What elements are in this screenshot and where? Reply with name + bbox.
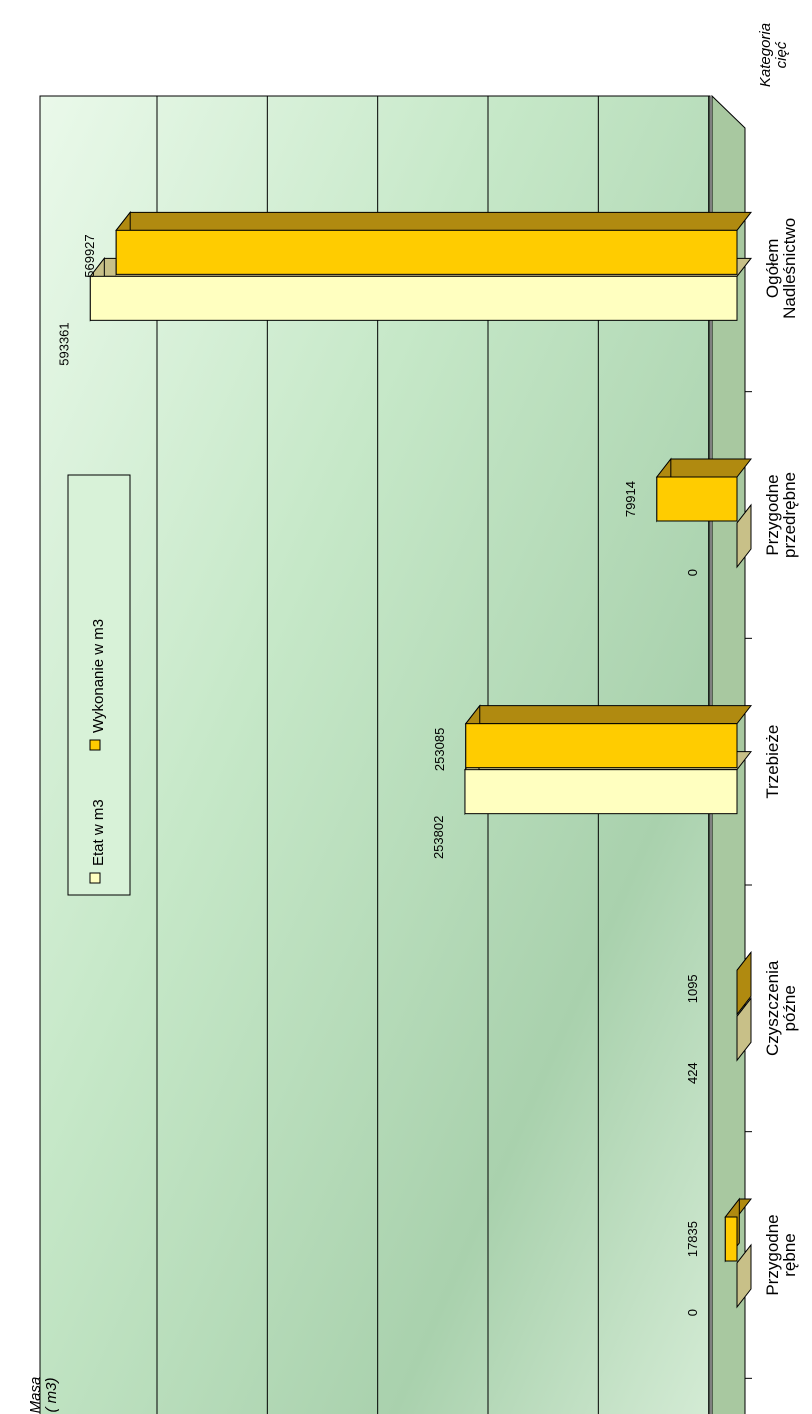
data-label: 1095 — [685, 974, 700, 1004]
data-label: 253802 — [430, 815, 446, 860]
legend-label-etat: Etat w m3 — [90, 799, 107, 866]
bar-front-face — [116, 230, 737, 274]
legend-swatch-etat — [90, 873, 100, 883]
data-label: 253085 — [431, 727, 447, 772]
category-label: Czyszczeniapóźne — [763, 960, 799, 1057]
bar-front-face — [725, 1217, 737, 1261]
bar-front-face — [466, 724, 737, 768]
legend — [68, 475, 130, 895]
bar-wykonanie — [657, 459, 751, 521]
category-label: OgółemNadleśnictwo — [763, 217, 799, 319]
category-label: Przygodnerębne — [763, 1214, 799, 1296]
bar-wykonanie — [466, 706, 751, 768]
bar-side-face — [466, 706, 751, 724]
bar-front-face — [657, 477, 737, 521]
legend-label-wykonanie: Wykonanie w m3 — [90, 618, 107, 733]
bar-wykonanie — [116, 212, 751, 274]
data-label: 17835 — [685, 1221, 700, 1258]
y-axis-title: Masa( m3) — [27, 1376, 60, 1414]
bar-front-face — [465, 770, 737, 814]
x-axis-title: Kategoriacięć — [757, 22, 790, 88]
legend-swatch-wykonanie — [90, 740, 100, 750]
data-label: 569927 — [82, 234, 98, 278]
bar-side-face — [116, 212, 751, 230]
bar-front-face — [90, 276, 737, 320]
data-label: 0 — [685, 569, 700, 577]
data-label: 424 — [685, 1062, 700, 1085]
data-label: 593361 — [56, 322, 72, 366]
data-label: 0 — [685, 1309, 700, 1317]
data-label: 79914 — [622, 481, 638, 518]
category-label: Przygodneprzedrębne — [763, 471, 799, 559]
category-label: Trzebieże — [763, 724, 782, 799]
